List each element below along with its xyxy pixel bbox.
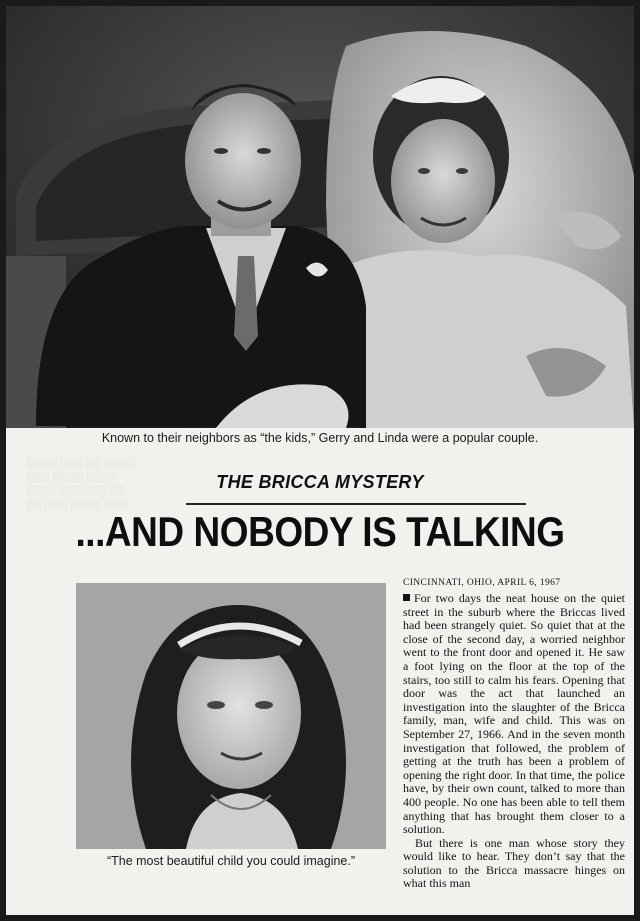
paragraph-bullet-icon: [403, 594, 410, 601]
magazine-page: [6, 6, 634, 915]
article-body: [403, 578, 625, 891]
article-kicker: THE BRICCA MYSTERY: [216, 472, 424, 492]
wedding-photo: [6, 6, 634, 428]
headline-rule: [186, 503, 526, 505]
article-paragraph: But there is one man whose story they would like to hear. They don’t say that the solution to the Bricca massacre hinges on what this man: [403, 835, 625, 891]
girl-photo: [76, 583, 386, 849]
bleed-through-text: ▒▒▒▒ ▒▒▒ ▒▒ ▒▒▒▒ ▒▒▒ ▒▒▒▒ ▒▒▒▒ ▒▒▒▒ ▒▒▒▒▒▒ ▒▒ ▒▒ ▒▒▒ ▒▒▒▒ ▒▒▒: [26, 457, 136, 511]
article-paragraph: For two days the neat house on the quiet street in the suburb where the Briccas lived had been strangely quiet. So quiet that at the close of the second day, a worried neighbor went to the front door and opened it. He saw a foot lying on the floor at the top of the stairs, too still to calm his fears. Opening that door was the act that launched an investigation into the slaughter of the Bricca family, man, wife and child. This was on September 27, 1966. And in the seven month investigation that followed, the problem of getting at the truth has been a problem of opening the right door. In that time, the police have, by their own count, talked to more than 400 people. No one has been able to tell them anything that has brought them closer to a solution.: [403, 591, 625, 837]
article-headline: ...AND NOBODY IS TALKING: [75, 508, 565, 555]
girl-photo-caption: “The most beautiful child you could imagine.”: [106, 854, 356, 868]
wedding-photo-caption: Known to their neighbors as “the kids,” Gerry and Linda were a popular couple.: [101, 431, 539, 445]
article-dateline: CINCINNATI, OHIO, APRIL 6, 1967: [403, 578, 561, 588]
